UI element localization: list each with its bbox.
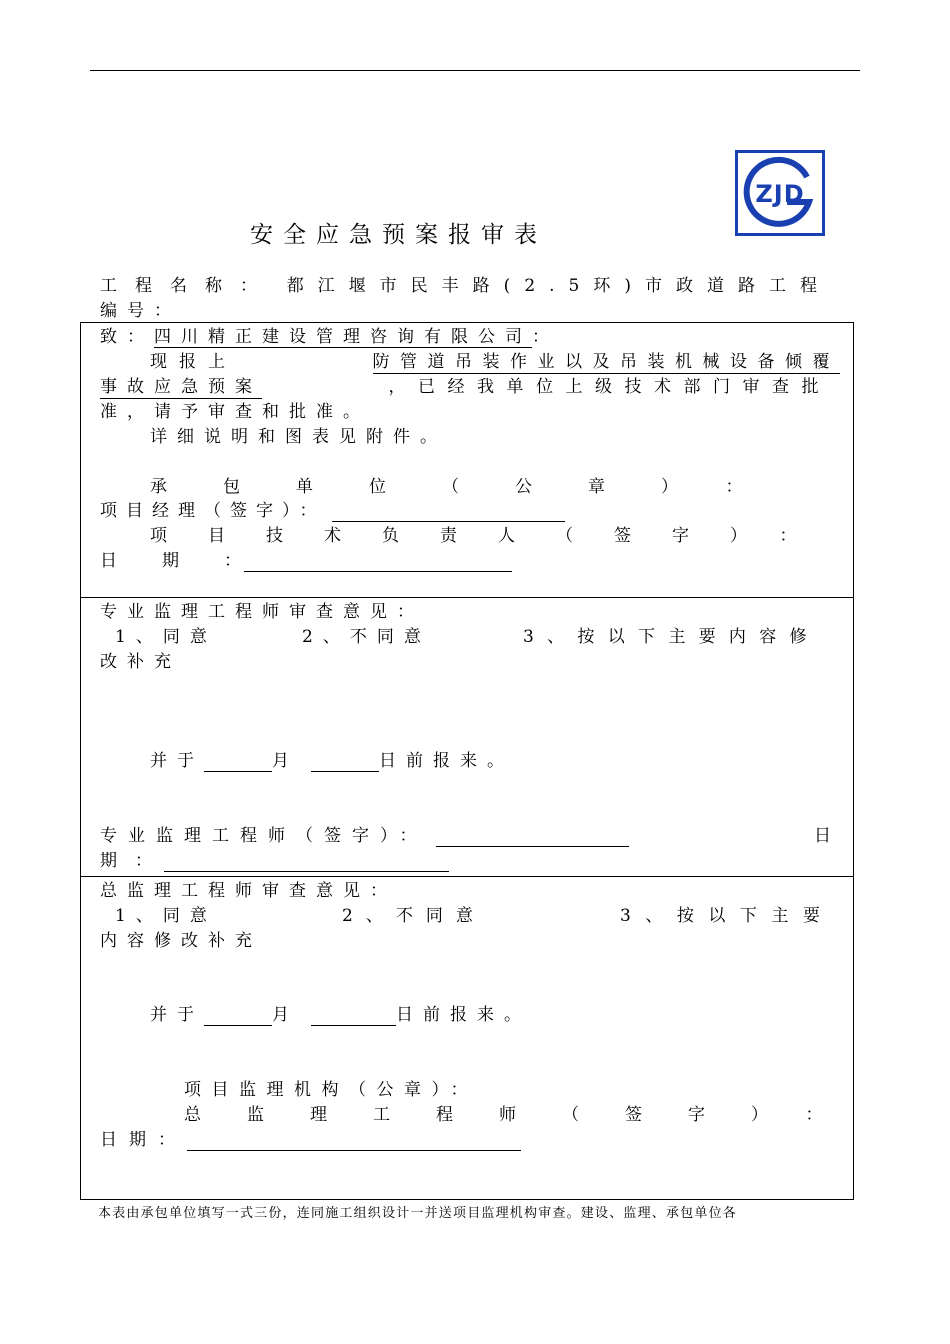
company-logo <box>735 150 825 236</box>
report-prefix: 现报上 <box>150 352 237 372</box>
s3-month-field[interactable] <box>204 1007 272 1026</box>
report-rest-1: ，已经我单位上级技术部门审查批 <box>388 377 831 397</box>
pm-sign-field[interactable] <box>332 503 565 522</box>
s2-option-agree: 1、同意 <box>115 627 217 647</box>
s2-sign-row <box>100 825 831 847</box>
document-title: 安全应急预案报审表 <box>250 222 547 248</box>
addressee-line <box>100 326 559 348</box>
footnote: 本表由承包单位填写一式三份，连同施工组织设计一并送项目监理机构审查。建设、监理、承包单位各 <box>98 1206 738 1221</box>
s2-date-label-b: 期： <box>100 851 170 871</box>
s2-date-field[interactable] <box>164 853 449 872</box>
s2-option-revise-cont: 改补充 <box>100 652 181 672</box>
to-label: 致： <box>100 327 154 347</box>
s3-option-disagree: 2、不同意 <box>342 906 486 926</box>
pm-sign-label: 项目经理（签字）： <box>100 501 326 521</box>
s3-date-line <box>100 1129 521 1151</box>
tech-sign-label: 项目技术负责人（签字）： <box>150 526 838 546</box>
top-rule <box>90 70 860 71</box>
project-label: 工程名称： <box>100 276 275 296</box>
s2-date-label-a: 日 <box>814 826 831 846</box>
s2-sign-label: 专业监理工程师（签字）： <box>100 826 428 846</box>
s3-date-label: 日期： <box>100 1130 187 1150</box>
logo-lettering: ZJD <box>755 180 805 208</box>
s2-option-disagree: 2、不同意 <box>302 627 431 647</box>
report-subject-2: 事故应急预案 <box>100 377 262 397</box>
s2-month-label: 月 <box>272 751 299 771</box>
contractor-seal-label: 承包单位（公章）： <box>150 477 799 497</box>
s2-date-line <box>100 850 449 872</box>
s3-chief-sign-label: 总监理工程师（签字）： <box>184 1105 869 1125</box>
s2-month-field[interactable] <box>204 753 272 772</box>
number-label: 编号： <box>100 301 181 321</box>
report-subject-1: 防管道吊装作业以及吊装机械设备倾覆 <box>372 352 840 372</box>
s3-day-label: 日前报来。 <box>396 1005 531 1025</box>
report-rest-2: 准，请予审查和批准。 <box>100 402 370 422</box>
pm-sign-line <box>100 500 565 522</box>
date-line-1 <box>100 550 512 572</box>
project-name: 都江堰市民丰路(2.5环)市政道路工程 <box>286 276 831 296</box>
s2-day-field[interactable] <box>311 753 379 772</box>
s2-sign-field[interactable] <box>436 828 629 847</box>
supervisor-opinion-heading: 专业监理工程师审查意见： <box>100 602 424 622</box>
s3-resubmit-line <box>150 1004 531 1026</box>
s3-option-revise: 3、按以下主要 <box>620 906 835 926</box>
report-line-1 <box>150 351 840 374</box>
s2-option-revise: 3、按以下主要内容修 <box>523 627 820 647</box>
s3-option-agree: 1、同意 <box>115 906 217 926</box>
s3-day-field[interactable] <box>311 1007 396 1026</box>
section-divider-2 <box>80 876 854 877</box>
project-name-row <box>100 275 831 297</box>
s2-resubmit-prefix: 并于 <box>150 751 204 771</box>
report-line-2 <box>100 376 831 399</box>
date-label-1: 日期： <box>100 551 286 571</box>
addressee-name: 四川精正建设管理咨询有限公司 <box>154 327 532 347</box>
s3-org-seal-label: 项目监理机构（公章）： <box>184 1080 478 1100</box>
s3-month-label: 月 <box>272 1005 299 1025</box>
s3-resubmit-prefix: 并于 <box>150 1005 204 1025</box>
s3-date-field[interactable] <box>187 1132 521 1151</box>
s3-option-revise-cont: 内容修改补充 <box>100 931 262 951</box>
detail-note: 详细说明和图表见附件。 <box>150 427 447 447</box>
to-suffix: ： <box>532 327 559 347</box>
s2-day-label: 日前报来。 <box>379 751 514 771</box>
chief-opinion-heading: 总监理工程师审查意见： <box>100 881 397 901</box>
section-divider-1 <box>80 597 854 598</box>
date-field-1[interactable] <box>244 553 512 572</box>
s2-resubmit-line <box>150 750 514 772</box>
